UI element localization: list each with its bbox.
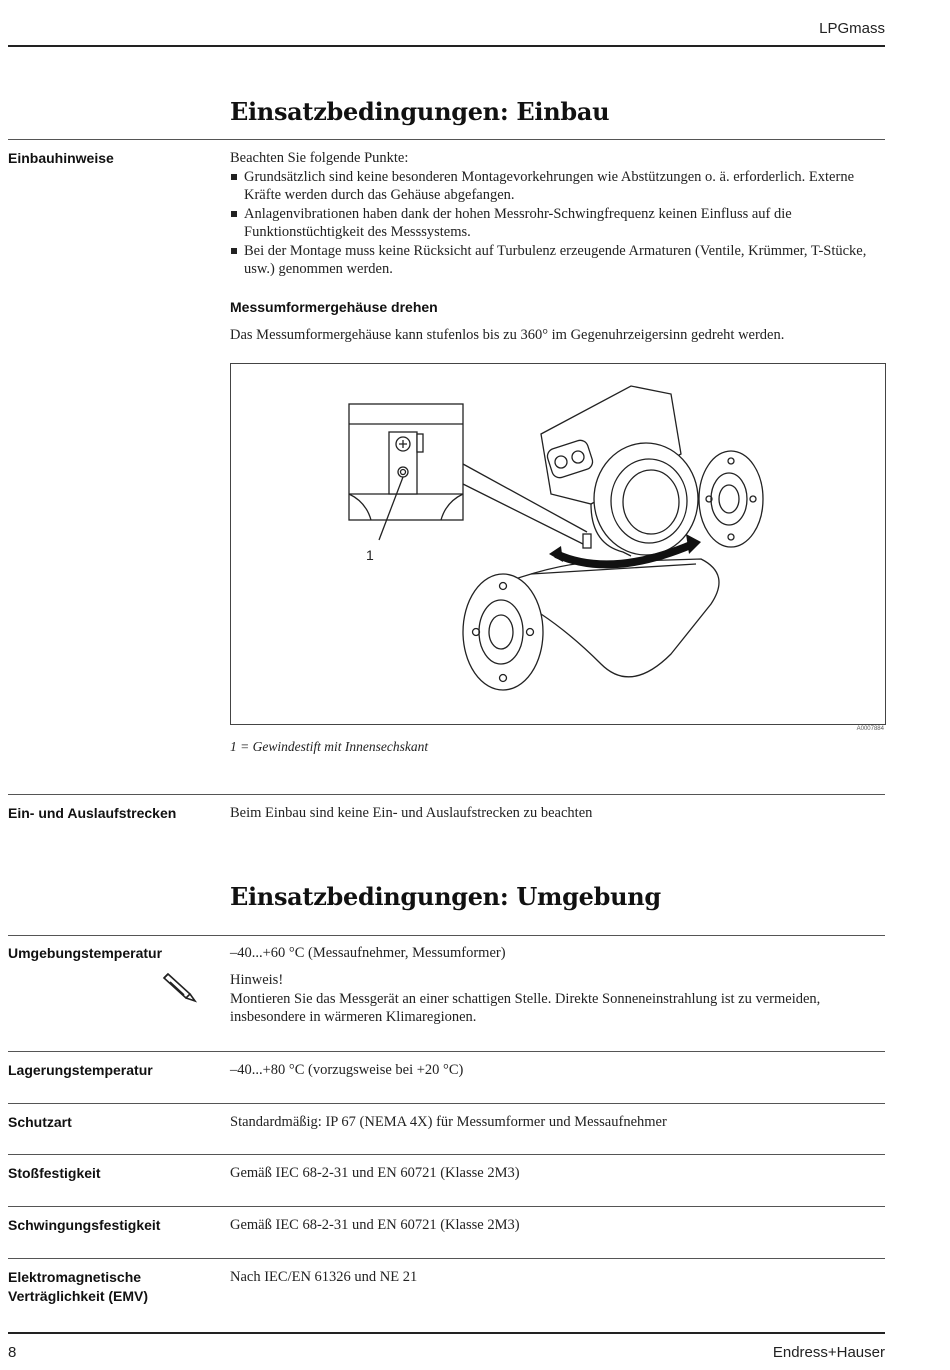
divider (8, 1154, 885, 1155)
section-title-environment: Einsatzbedingungen: Umgebung (230, 882, 661, 911)
shock-value: Gemäß IEC 68-2-31 und EN 60721 (Klasse 2M3) (230, 1165, 520, 1181)
divider (8, 1258, 885, 1259)
note-title: Hinweis! (230, 972, 284, 988)
label-storage-temp: Lagerungstemperatur (8, 1062, 153, 1078)
divider (8, 1206, 885, 1207)
figure-code: A0007884 (856, 726, 884, 732)
emc-value: Nach IEC/EN 61326 und NE 21 (230, 1269, 418, 1285)
label-inlet-outlet: Ein- und Auslaufstrecken (8, 805, 177, 821)
divider (8, 794, 885, 795)
ambient-note (230, 971, 885, 1027)
footer-brand: Endress+Hauser (772, 1344, 885, 1361)
label-ambient-temp: Umgebungstemperatur (8, 945, 163, 961)
divider (8, 1051, 885, 1052)
protection-value: Standardmäßig: IP 67 (NEMA 4X) für Messumformer und Messaufnehmer (230, 1114, 667, 1130)
subheading-rotate: Messumformergehäuse drehen (230, 299, 438, 315)
label-shock: Stoßfestigkeit (8, 1165, 101, 1181)
list-item: Anlagenvibrationen haben dank der hohen Messrohr-Schwingfrequenz keinen Einfluss auf die Funktionstüchtigkeit des Messsystems. (230, 205, 885, 242)
install-hints-body (230, 149, 885, 279)
transmitter-rotation-illustration (231, 364, 885, 724)
figure-frame (230, 363, 886, 725)
pencil-note-icon (160, 968, 200, 1004)
label-install-hints: Einbauhinweise (8, 150, 114, 166)
note-text: Montieren Sie das Messgerät an einer schattigen Stelle. Direkte Sonneneinstrahlung ist zu vermeiden, insbesondere in wärmeren Klimaregionen. (230, 990, 821, 1025)
figure-caption: 1 = Gewindestift mit Innensechskant (230, 739, 429, 754)
install-hints-list (230, 168, 885, 279)
figure-callout: 1 (366, 547, 374, 563)
section-title-install: Einsatzbedingungen: Einbau (230, 97, 610, 126)
label-emc: Elektromagnetische Verträglichkeit (EMV) (8, 1269, 149, 1304)
vibration-value: Gemäß IEC 68-2-31 und EN 60721 (Klasse 2M3) (230, 1217, 520, 1233)
rotate-text: Das Messumformergehäuse kann stufenlos bis zu 360° im Gegenuhrzeigersinn gedreht werden. (230, 327, 785, 343)
header-brand: LPGmass (819, 20, 885, 37)
list-item: Bei der Montage muss keine Rücksicht auf Turbulenz erzeugende Armaturen (Ventile, Krümmer, T-Stücke, usw.) genommen werden. (230, 242, 885, 279)
divider (8, 935, 885, 936)
label-protection: Schutzart (8, 1114, 72, 1130)
footer-rule (8, 1332, 885, 1334)
header-rule (8, 45, 885, 47)
label-vibration: Schwingungsfestigkeit (8, 1217, 161, 1233)
list-item: Grundsätzlich sind keine besonderen Montagevorkehrungen wie Abstützungen o. ä. erforderlich. Externe Kräfte werden durch das Gehäuse abgefangen. (230, 168, 885, 205)
inlet-outlet-text: Beim Einbau sind keine Ein- und Auslaufstrecken zu beachten (230, 805, 593, 821)
storage-temp-value: –40...+80 °C (vorzugsweise bei +20 °C) (230, 1062, 464, 1078)
divider (8, 139, 885, 140)
divider (8, 1103, 885, 1104)
ambient-temp-value: –40...+60 °C (Messaufnehmer, Messumformer) (230, 945, 506, 961)
page-number: 8 (8, 1344, 17, 1361)
install-hints-intro: Beachten Sie folgende Punkte: (230, 150, 409, 166)
